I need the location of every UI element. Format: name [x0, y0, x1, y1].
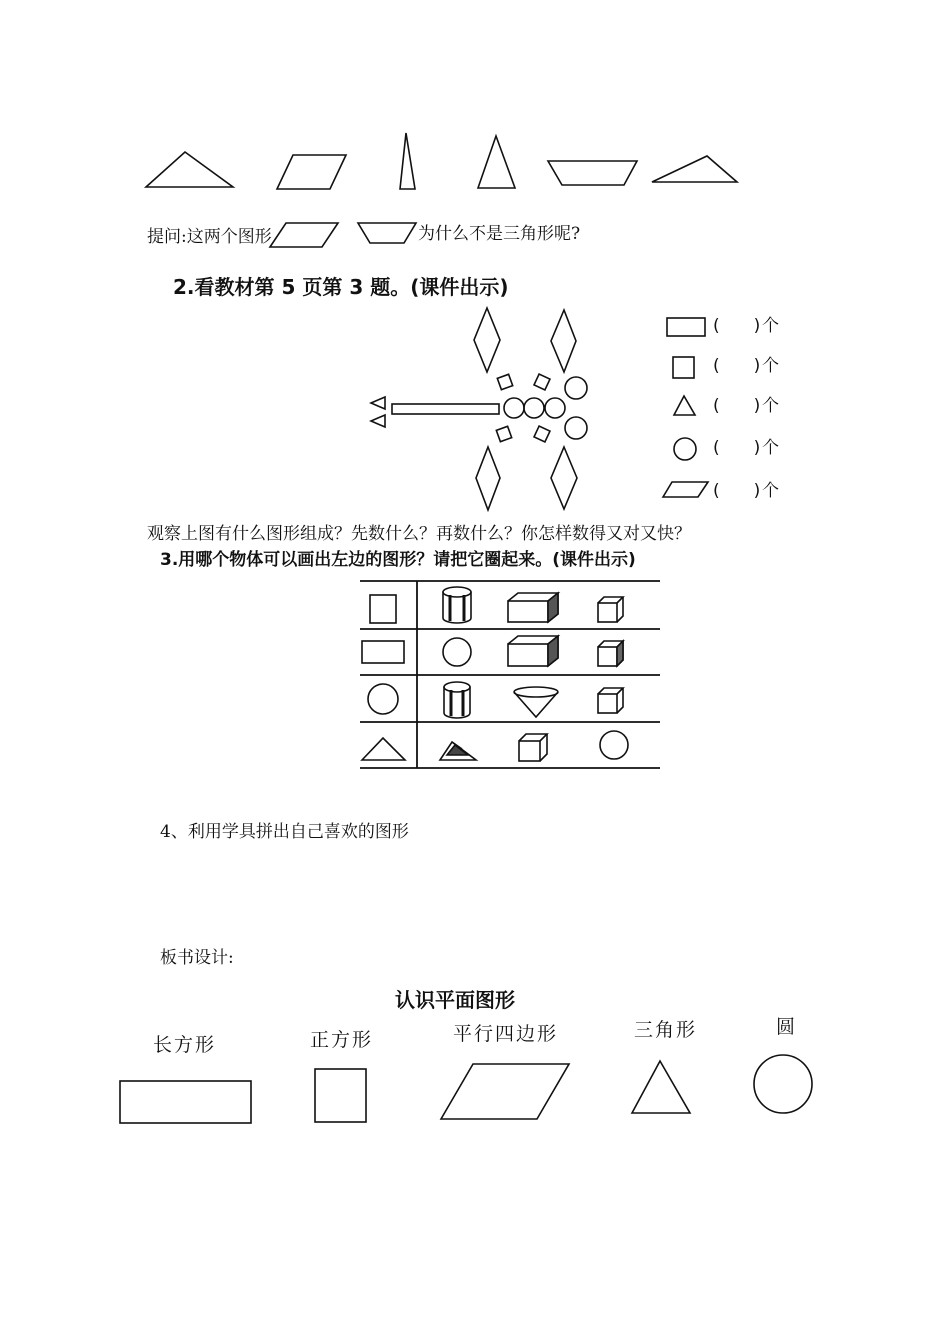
circle-icon: [504, 398, 524, 418]
circle-icon: [368, 684, 398, 714]
rectangle-icon: [362, 641, 404, 663]
cylinder-icon: [444, 682, 470, 718]
triangle-icon: [362, 738, 405, 760]
board-label: 板书设计:: [160, 948, 234, 968]
count-rectangle-icon: [667, 318, 705, 336]
cylinder-icon: [443, 587, 471, 623]
cuboid-icon: [508, 636, 558, 666]
board-label-triangle: 三角形: [634, 1019, 698, 1041]
intro-question-suffix: 为什么不是三角形呢?: [418, 224, 581, 244]
intro-question-prefix: 提问:这两个图形: [147, 227, 272, 247]
obtuse-triangle-icon: [652, 156, 737, 182]
object-table: [360, 581, 660, 768]
cone-icon: [514, 687, 558, 717]
board-rectangle-icon: [120, 1081, 251, 1123]
diamond-icon: [551, 310, 576, 372]
small-square-icon: [496, 426, 511, 441]
count-parallelogram-unit: 个: [762, 481, 779, 501]
cuboid-icon: [508, 593, 558, 622]
triangle-icon: [146, 152, 233, 187]
section4-text: 4、利用学具拼出自己喜欢的图形: [160, 822, 409, 842]
thin-triangle-icon: [400, 133, 415, 189]
circle-icon: [443, 638, 471, 666]
cube-icon: [598, 597, 623, 622]
inline-trapezoid-icon: [358, 223, 416, 243]
circle-icon: [600, 731, 628, 759]
cube-icon: [598, 688, 623, 713]
small-square-icon: [534, 426, 550, 442]
long-rectangle-icon: [392, 404, 499, 414]
circle-icon: [565, 377, 587, 399]
parallelogram-icon: [277, 155, 346, 189]
count-parallelogram-icon: [663, 482, 708, 497]
circle-icon: [545, 398, 565, 418]
section3-heading: 3.用哪个物体可以画出左边的图形？请把它圈起来。(课件出示): [160, 550, 636, 570]
diamond-icon: [476, 447, 500, 510]
circle-icon: [524, 398, 544, 418]
count-rectangle-blank: ( ): [713, 316, 761, 336]
rocket-figure: [371, 308, 587, 510]
board-label-square: 正方形: [310, 1029, 374, 1051]
board-square-icon: [315, 1069, 366, 1122]
small-triangle-icon: [371, 415, 385, 427]
board-label-parallelogram: 平行四边形: [453, 1023, 559, 1045]
count-rectangle-unit: 个: [762, 316, 779, 336]
count-circle-blank: ( ): [713, 438, 761, 458]
tall-triangle-icon: [478, 136, 515, 188]
cube-icon: [519, 734, 547, 761]
small-square-icon: [534, 374, 550, 390]
board-triangle-icon: [632, 1061, 690, 1113]
trapezoid-icon: [548, 161, 637, 185]
count-triangle-blank: ( ): [713, 396, 761, 416]
board-circle-icon: [754, 1055, 812, 1113]
count-square-unit: 个: [762, 356, 779, 376]
count-triangle-icon: [674, 396, 695, 415]
observe-question: 观察上图有什么图形组成？先数什么？再数什么？你怎样数得又对又快？: [147, 524, 691, 544]
triangular-prism-icon: [440, 742, 476, 760]
section2-heading: 2.看教材第 5 页第 3 题。(课件出示): [173, 275, 509, 299]
count-parallelogram-blank: ( ): [713, 481, 761, 501]
diamond-icon: [474, 308, 500, 372]
cube-icon: [598, 641, 623, 666]
count-square-icon: [673, 357, 694, 378]
small-triangle-icon: [371, 397, 385, 409]
count-square-blank: ( ): [713, 356, 761, 376]
board-title: 认识平面图形: [395, 988, 515, 1012]
square-icon: [370, 595, 396, 623]
count-triangle-unit: 个: [762, 396, 779, 416]
count-circle-unit: 个: [762, 438, 779, 458]
count-circle-icon: [674, 438, 696, 460]
circle-icon: [565, 417, 587, 439]
diamond-icon: [551, 447, 577, 509]
board-label-rectangle: 长方形: [153, 1034, 217, 1056]
board-label-circle: 圆: [776, 1016, 798, 1038]
small-square-icon: [497, 374, 512, 389]
board-parallelogram-icon: [441, 1064, 569, 1119]
inline-parallelogram-icon: [270, 223, 338, 247]
